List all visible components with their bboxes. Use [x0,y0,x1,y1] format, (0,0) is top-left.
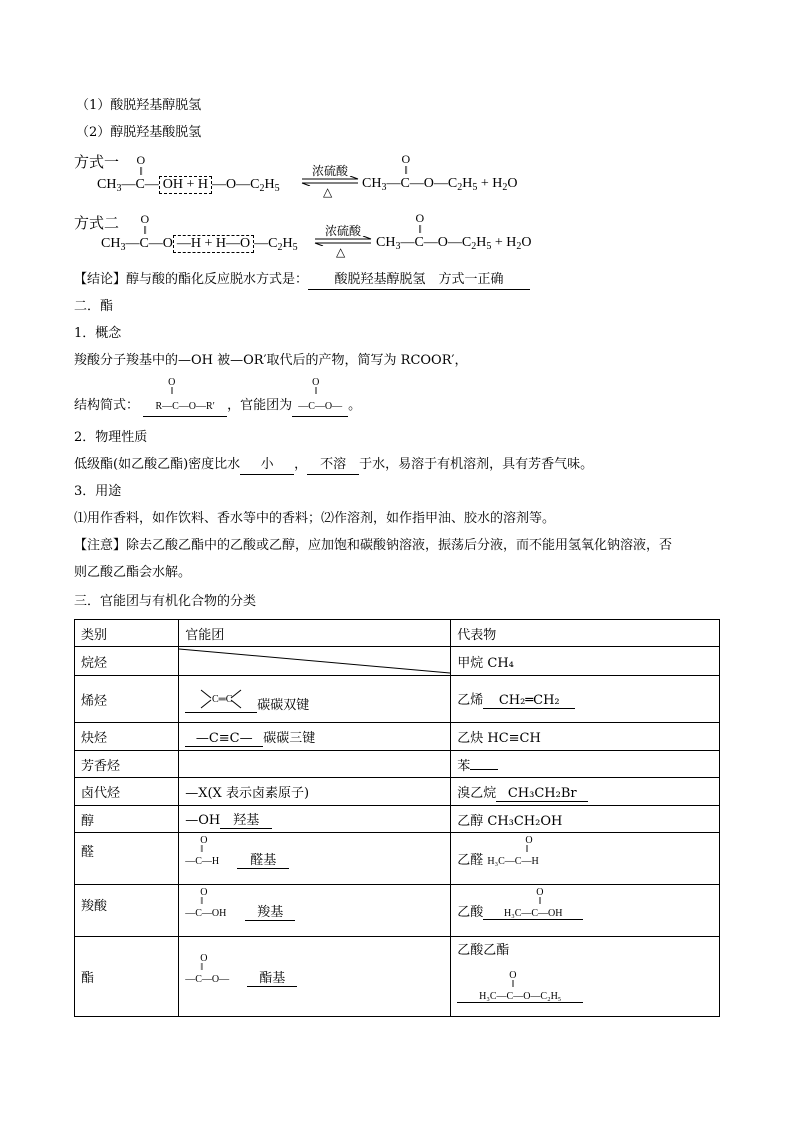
category-cell: 烷烃 [75,647,179,676]
note-line-1: 【注意】除去乙酸乙酯中的乙酸或乙醇，应加饱和碳酸钠溶液，振荡后分液，而不能用氢氧化钠溶液，否 [74,538,673,553]
aldehyde-group-formula: O ‖ —C—H [185,834,220,867]
section2-title: 二．酯 [74,299,114,314]
carboxyl-group-formula: O ‖ —C—OH [185,886,227,919]
heat-symbol-2: △ [336,245,346,259]
conclusion-answer: 酸脱羟基醇脱氢 方式一正确 [308,271,530,290]
empty-group-cell [179,647,451,676]
category-cell: 芳香烃 [75,751,179,778]
representative-cell: 溴乙烷 CH₃CH₂Br [451,778,720,806]
section3-title: 三．官能团与有机化合物的分类 [74,594,257,609]
physical-answer-2: 不溶 [307,456,359,475]
physical-b: ， [294,457,308,472]
structure-prefix: 结构简式： [74,398,140,413]
ester-group-table-formula: O ‖ —C—O— [185,952,230,985]
answer-blank: 羟基 [220,809,272,829]
structure-end: 。 [348,398,362,413]
group-cell: —X(X 表示卤素原子) [179,778,451,806]
group-cell [179,751,451,778]
method2-label: （2）醇脱羟基酸脱氢 [76,125,202,140]
header-group: 官能团 [179,620,451,647]
concept-text: 羧酸分子羧基中的—OH 被—OR′取代后的产物，简写为 RCOOR′， [74,353,468,368]
structure-line [74,377,362,417]
conclusion-prefix: 【结论】醇与酸的酯化反应脱水方式是： [74,272,309,287]
way2-equation: $CH_3—C$ O ‖ —O —H + H—O $—C_2H_5$ [101,212,298,253]
ethyl-acetate-formula: O ‖ H₃C—C—O—C₂H₅ [457,991,583,1003]
conclusion [74,271,530,290]
table-row [75,723,720,751]
category-cell: 卤代烃 [75,778,179,806]
representative-cell: 乙醛 O ‖ H₃C—C—H [451,833,720,885]
method1-label: （1）酸脱羟基醇脱氢 [76,98,202,113]
physical-answer-1: 小 [240,456,294,475]
double-bond-formula [185,686,257,713]
table-row [75,937,720,1017]
concept-title: 1．概念 [74,326,122,341]
structure-mid: ，官能团为 [227,398,293,413]
use-title: 3．用途 [74,484,122,499]
answer-blank: 酯基 [247,967,297,987]
group-cell: —C≡C— 碳碳三键 [179,723,451,751]
representative-cell: 乙烯 CH₂═CH₂ [451,676,720,723]
representative-cell: 甲烷 CH₄ [451,647,720,676]
category-cell: 烯烃 [75,676,179,723]
representative-cell [451,937,720,1017]
group-cell [179,937,451,1017]
representative-cell: 乙炔 HC≡CH [451,723,720,751]
category-cell: 炔烃 [75,723,179,751]
table-row [75,751,720,778]
group-name: 碳碳双键 [257,697,310,713]
acetic-acid-formula: O ‖ H₃C—C—OH [483,908,583,920]
classification-table [74,619,720,1017]
catalyst-label-2: 浓硫酸 [324,224,361,238]
table-row [75,676,720,723]
way2-product: $CH_3—C$ O ‖ $—O—C_2H_5 + H_2O$ [376,211,532,252]
physical-a: 低级酯(如乙酸乙酯)密度比水 [74,457,241,472]
category-cell: 醇 [75,806,179,833]
representative-cell: 乙醇 CH₃CH₂OH [451,806,720,833]
header-representative: 代表物 [451,620,720,647]
way2-title: 方式二 [74,214,120,232]
answer-blank: CH₃CH₂Br [496,786,588,802]
svg-text:C═C: C═C [212,693,233,705]
catalyst-label: 浓硫酸 [311,164,348,178]
category-cell: 酯 [75,937,179,1017]
group-cell: —OH 羟基 [179,806,451,833]
way1-equation: $CH_3—C$ O ‖ — OH + H $—O—C_2H_5$ [97,153,280,194]
table-header-row [75,620,720,647]
group-cell [179,885,451,937]
diagonal-line [179,647,450,675]
heat-symbol: △ [323,185,333,199]
answer-blank: —C≡C— [185,731,263,747]
answer-blank [470,755,498,770]
table-row [75,833,720,885]
ester-formula: O ‖ R—C—O—R′ [143,398,227,417]
group-cell [179,833,451,885]
ester-group-formula: O ‖ —C—O— [292,398,348,417]
way1-title: 方式一 [74,153,120,171]
group-cell [179,676,451,723]
physical-c: 于水，易溶于有机溶剂，具有芳香气味。 [359,457,594,472]
table-row [75,885,720,937]
category-cell: 羧酸 [75,885,179,937]
note-line-2: 则乙酸乙酯会水解。 [74,565,192,580]
table-row [75,647,720,676]
rep-prefix: 乙酸乙酯 [457,943,510,958]
answer-blank: CH₂═CH₂ [483,693,575,709]
representative-cell: 乙酸 O ‖ H₃C—C—OH [451,885,720,937]
answer-blank: 羧基 [245,901,295,921]
way1-product: $CH_3—C$ O ‖ $—O—C_2H_5 + H_2O$ [362,152,518,193]
table-row [75,806,720,833]
physical-title: 2．物理性质 [74,430,148,445]
use-text: ⑴用作香料，如作饮料、香水等中的香料；⑵作溶剂，如作指甲油、胶水的溶剂等。 [74,511,556,526]
answer-blank: 醛基 [237,849,289,869]
table-row [75,778,720,806]
header-category: 类别 [75,620,179,647]
acetaldehyde-formula: O ‖ H₃C—C—H [487,835,539,867]
category-cell: 醛 [75,833,179,885]
representative-cell: 苯 [451,751,720,778]
physical-text [74,456,593,475]
